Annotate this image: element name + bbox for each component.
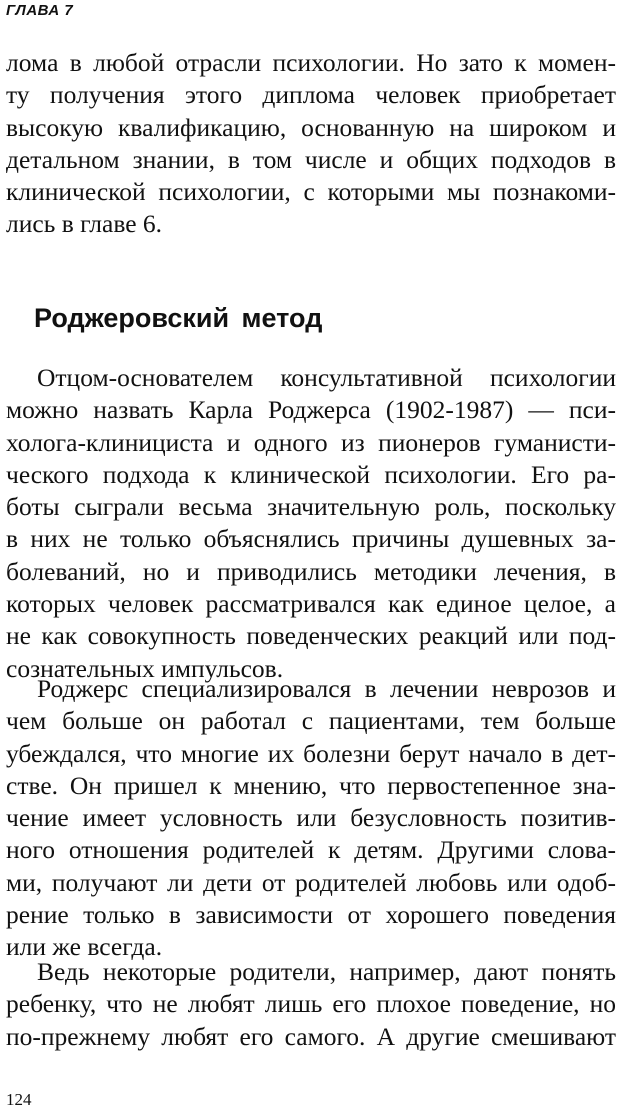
text-line: убеждался, что многие их болезни берут начало в дет- xyxy=(6,738,616,768)
text-line: боты сыграли весьма значительную роль, поскольку xyxy=(6,492,616,522)
text-line: чение имеет условность или безусловность позитив- xyxy=(6,803,616,833)
text-line: не как совокупность поведенческих реакций или под- xyxy=(6,621,616,651)
text-line: ного отношения родителей к детям. Другими слова- xyxy=(6,835,616,865)
text-line: сознательных импульсов. xyxy=(6,653,284,683)
text-line: ческого подхода к клинической психологии. Его ра- xyxy=(6,459,616,489)
section-heading: Роджеровский метод xyxy=(34,303,323,333)
text-line: лись в главе 6. xyxy=(6,209,163,239)
text-line: ребенку, что не любят лишь его плохое поведение, но xyxy=(6,989,616,1019)
text-line: ломa в любой отрасли психологии. Но зато к момен- xyxy=(6,48,616,77)
text-line: детальном знании, в том числе и общих подходов в xyxy=(6,144,616,174)
text-line: можно назвать Карла Роджерса (1902-1987) — пси- xyxy=(6,395,616,425)
paragraph xyxy=(6,673,616,964)
text-line: стве. Он пришел к мнению, что первостепенное зна- xyxy=(6,770,616,800)
text-line: Ведь некоторые родители, например, дают понять xyxy=(37,957,616,986)
text-line: ми, получают ли дети от родителей любовь или одоб- xyxy=(6,867,616,897)
page-number: 124 xyxy=(6,1090,32,1109)
text-line: ту получения этого диплома человек приобретает xyxy=(6,80,616,110)
text-line: или же всегда. xyxy=(6,932,163,962)
text-line: болеваний, но и приводились методики лечения, в xyxy=(6,556,616,586)
text-line: Отцом-основателем консультативной психологии xyxy=(37,363,616,392)
text-line: по-прежнему любят его самого. А другие смешивают xyxy=(6,1021,616,1051)
paragraph-continuation xyxy=(6,47,616,241)
paragraph xyxy=(6,362,616,685)
text-line: холога-клинициста и одного из пионеров гуманисти- xyxy=(6,427,616,457)
text-line: высокую квалификацию, основанную на широком и xyxy=(6,112,616,142)
text-line: рение только в зависимости от хорошего поведения xyxy=(6,900,616,930)
text-line: чем больше он работал с пациентами, тем больше xyxy=(6,706,616,736)
text-line: Роджерс специализировался в лечении неврозов и xyxy=(37,674,616,703)
text-line: которых человек рассматривался как единое целое, а xyxy=(6,589,616,619)
text-line: в них не только объяснялись причины душевных за- xyxy=(6,524,616,554)
running-head: ГЛАВА 7 xyxy=(6,2,74,19)
text-line: клинической психологии, с которыми мы познакоми- xyxy=(6,177,616,207)
paragraph xyxy=(6,956,616,1053)
